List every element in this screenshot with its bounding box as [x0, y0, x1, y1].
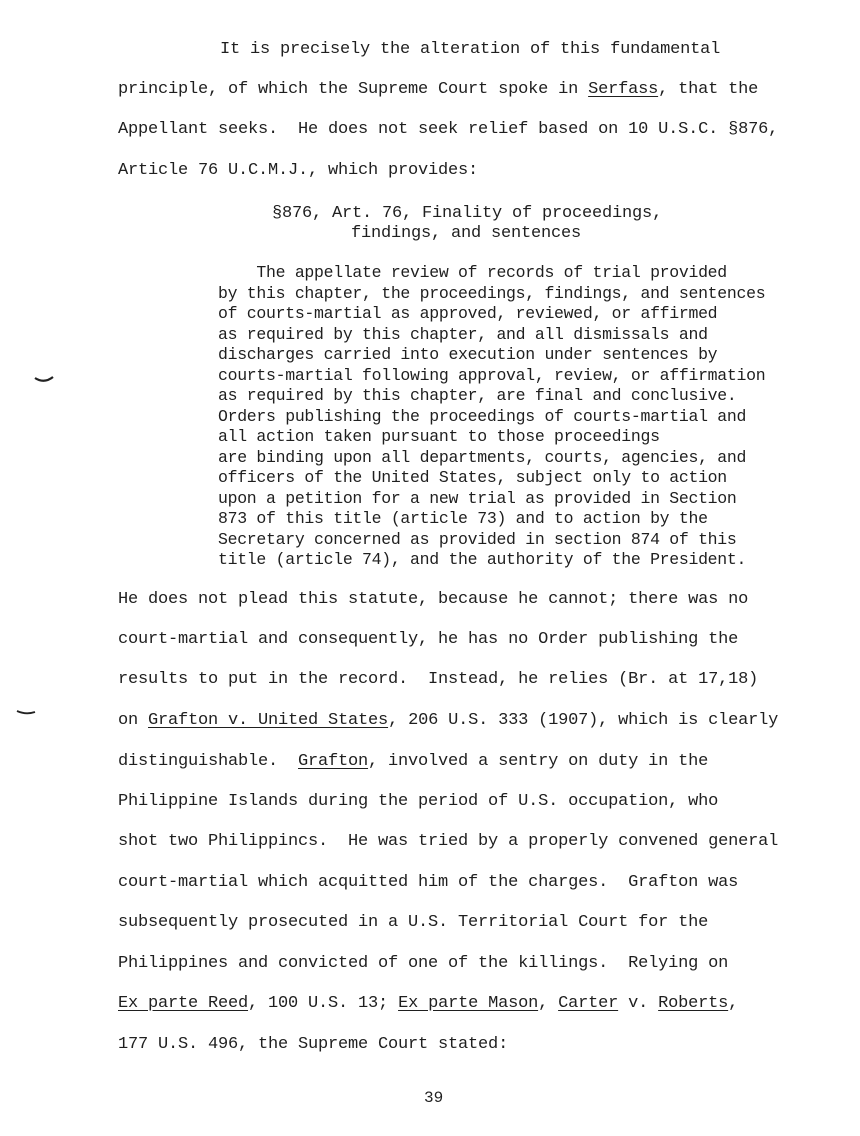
- margin-mark-upper: [34, 375, 54, 385]
- paragraph-2-line-4: [118, 711, 778, 731]
- statute-line: as required by this chapter, and all dismissals and: [218, 325, 708, 344]
- statute-line: are binding upon all departments, courts, agencies, and: [218, 448, 747, 467]
- statute-line: as required by this chapter, are final and conclusive.: [218, 386, 737, 405]
- text-segment: principle, of which the Supreme Court spoke in: [118, 80, 589, 99]
- statute-line: by this chapter, the proceedings, findings, and sentences: [218, 284, 766, 303]
- page-number: 39: [424, 1089, 444, 1107]
- statute-line: courts-martial following approval, review, or affirmation: [218, 366, 766, 385]
- case-name-ex-parte-mason: Ex parte Mason: [398, 994, 539, 1013]
- case-name-grafton-v-united-states: Grafton v. United States: [148, 711, 389, 730]
- paragraph-2-line-12: 177 U.S. 496, the Supreme Court stated:: [118, 1035, 509, 1054]
- margin-mark-lower: [16, 708, 36, 718]
- paragraph-2-line-6: Philippine Islands during the period of U.S. occupation, who: [118, 792, 719, 811]
- case-name-ex-parte-reed: Ex parte Reed: [118, 994, 249, 1013]
- paragraph-2-line-9: subsequently prosecuted in a U.S. Territorial Court for the: [118, 913, 709, 932]
- text-segment: , 100 U.S. 13;: [248, 994, 399, 1013]
- case-name-carter: Carter: [558, 994, 619, 1013]
- statute-line: all action taken pursuant to those proceedings: [218, 427, 660, 446]
- statute-heading-line-2: findings, and sentences: [351, 224, 582, 243]
- paragraph-1-line-2: [118, 80, 758, 100]
- case-name-roberts: Roberts: [658, 994, 729, 1013]
- statute-line: discharges carried into execution under sentences by: [218, 345, 718, 364]
- text-segment: distinguishable.: [118, 752, 299, 771]
- text-segment: , involved a sentry on duty in the: [368, 752, 709, 771]
- statute-line: officers of the United States, subject only to action: [218, 468, 727, 487]
- paragraph-2-line-3: results to put in the record. Instead, he relies (Br. at 17,18): [118, 670, 759, 689]
- paragraph-2-line-11: [118, 994, 738, 1014]
- paragraph-2-line-2: court-martial and consequently, he has no Order publishing the: [118, 630, 739, 649]
- statute-line: title (article 74), and the authority of the President.: [218, 550, 747, 569]
- paragraph-2-line-1: He does not plead this statute, because he cannot; there was no: [118, 590, 749, 609]
- paragraph-2-line-10: Philippines and convicted of one of the killings. Relying on: [118, 954, 729, 973]
- case-name-grafton: Grafton: [298, 752, 369, 771]
- paragraph-1-line-4: Article 76 U.C.M.J., which provides:: [118, 161, 479, 180]
- text-segment: v.: [618, 994, 659, 1013]
- statute-heading-line-1: §876, Art. 76, Finality of proceedings,: [272, 204, 663, 223]
- text-segment: ,: [728, 994, 739, 1013]
- text-segment: , that the: [658, 80, 759, 99]
- case-name-serfass: Serfass: [588, 80, 659, 99]
- statute-line: Secretary concerned as provided in section 874 of this: [218, 530, 737, 549]
- statute-line: Orders publishing the proceedings of courts-martial and: [218, 407, 747, 426]
- statute-line: The appellate review of records of trial provided: [218, 263, 727, 282]
- text-segment: on: [118, 711, 149, 730]
- paragraph-1-line-1: It is precisely the alteration of this fundamental: [220, 40, 721, 59]
- paragraph-1-line-3: Appellant seeks. He does not seek relief based on 10 U.S.C. §876,: [118, 120, 779, 139]
- text-segment: ,: [538, 994, 559, 1013]
- paragraph-2-line-5: [118, 752, 708, 772]
- statute-line: of courts-martial as approved, reviewed, or affirmed: [218, 304, 718, 323]
- paragraph-2-line-7: shot two Philippincs. He was tried by a properly convened general: [118, 832, 779, 851]
- text-segment: , 206 U.S. 333 (1907), which is clearly: [388, 711, 779, 730]
- statute-line: 873 of this title (article 73) and to action by the: [218, 509, 708, 528]
- statute-line: upon a petition for a new trial as provided in Section: [218, 489, 737, 508]
- paragraph-2-line-8: court-martial which acquitted him of the charges. Grafton was: [118, 873, 739, 892]
